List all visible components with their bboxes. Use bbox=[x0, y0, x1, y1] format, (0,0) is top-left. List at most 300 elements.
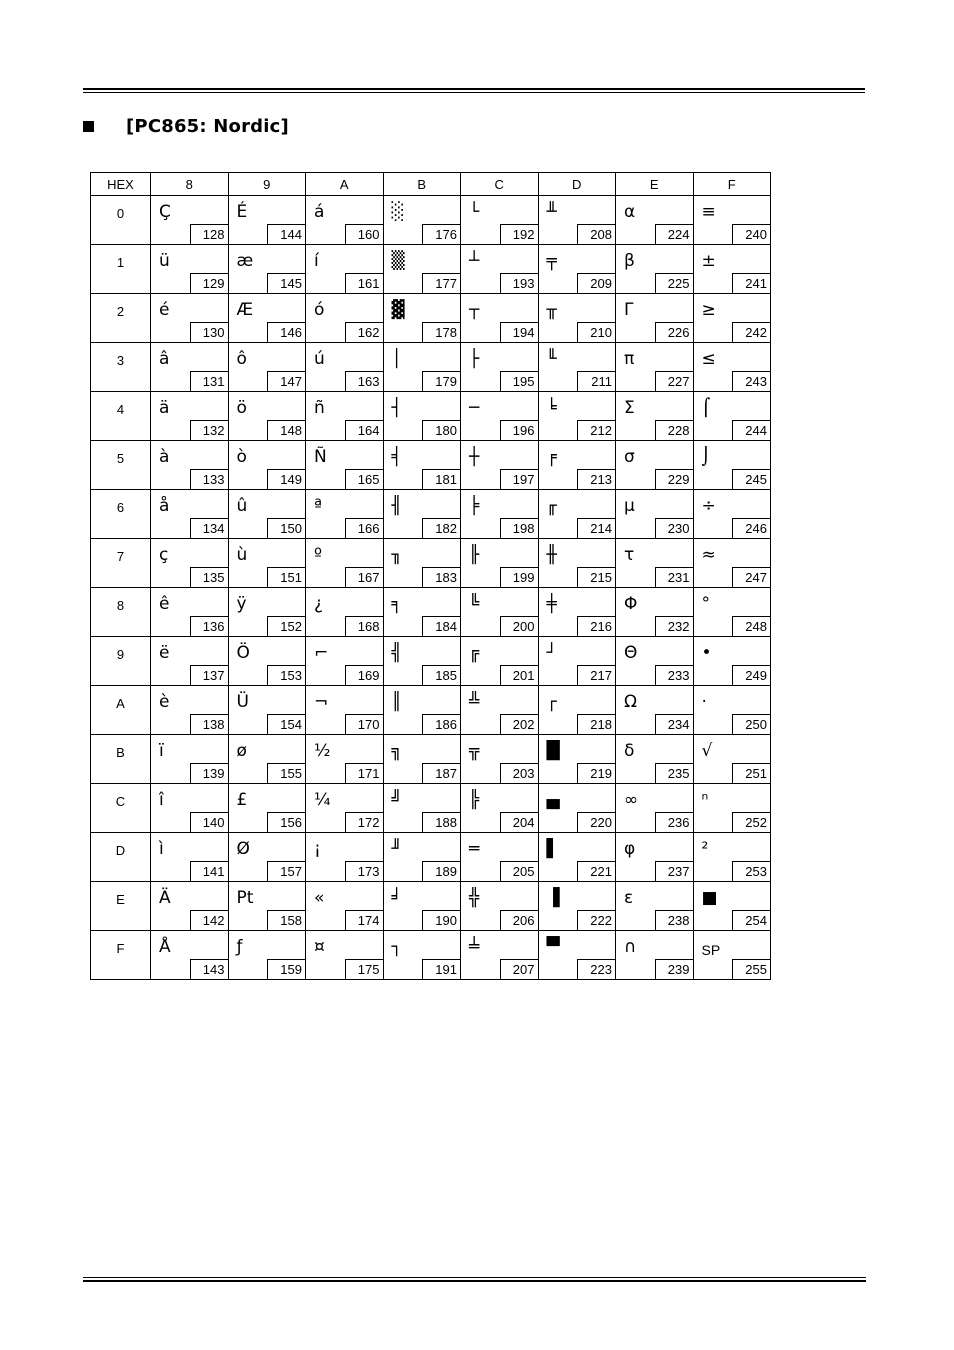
char-code: 219 bbox=[577, 763, 615, 783]
column-header: B bbox=[383, 173, 461, 196]
char-code: 203 bbox=[500, 763, 538, 783]
char-code: 131 bbox=[190, 371, 228, 391]
char-cell bbox=[383, 343, 461, 392]
char-glyph: █ bbox=[546, 741, 560, 761]
char-code: 157 bbox=[267, 861, 305, 881]
char-code: 228 bbox=[655, 420, 693, 440]
char-code: 211 bbox=[577, 371, 615, 391]
char-cell-inner bbox=[539, 245, 616, 293]
char-cell bbox=[151, 637, 229, 686]
char-cell-inner bbox=[229, 588, 306, 636]
char-cell bbox=[693, 784, 771, 833]
char-glyph: ┘ bbox=[546, 643, 557, 663]
char-cell-inner bbox=[616, 784, 693, 832]
char-cell bbox=[151, 588, 229, 637]
char-cell bbox=[228, 784, 306, 833]
char-code: 241 bbox=[732, 273, 770, 293]
char-cell-inner bbox=[461, 245, 538, 293]
char-cell-inner bbox=[694, 931, 771, 979]
char-cell bbox=[383, 294, 461, 343]
row-hex-value: 5 bbox=[116, 451, 125, 466]
char-cell-inner bbox=[461, 392, 538, 440]
char-code: 193 bbox=[500, 273, 538, 293]
row-hex-value: 2 bbox=[116, 304, 125, 319]
char-cell bbox=[151, 539, 229, 588]
char-code: 148 bbox=[267, 420, 305, 440]
char-cell bbox=[693, 392, 771, 441]
char-cell-inner bbox=[384, 490, 461, 538]
char-glyph: • bbox=[701, 643, 712, 663]
char-glyph: ■ bbox=[701, 888, 718, 908]
row-hex-label bbox=[91, 343, 151, 392]
row-hex-label bbox=[91, 490, 151, 539]
table-row bbox=[91, 392, 771, 441]
char-code: 230 bbox=[655, 518, 693, 538]
section-heading bbox=[83, 113, 289, 139]
char-cell-inner bbox=[694, 245, 771, 293]
char-cell-inner bbox=[229, 392, 306, 440]
char-glyph: ï bbox=[159, 741, 164, 761]
char-cell-inner bbox=[616, 392, 693, 440]
char-cell-inner bbox=[461, 196, 538, 244]
char-code: 196 bbox=[500, 420, 538, 440]
char-cell-inner bbox=[384, 343, 461, 391]
char-cell-inner bbox=[694, 588, 771, 636]
char-code: 254 bbox=[732, 910, 770, 930]
char-cell bbox=[538, 441, 616, 490]
char-glyph: Γ bbox=[624, 300, 634, 320]
column-header: 9 bbox=[228, 173, 306, 196]
char-cell bbox=[538, 784, 616, 833]
char-cell bbox=[693, 735, 771, 784]
char-glyph: ÿ bbox=[236, 594, 247, 614]
char-glyph: ╣ bbox=[391, 643, 402, 663]
char-glyph: Ü bbox=[236, 692, 249, 712]
char-glyph: ╤ bbox=[546, 251, 557, 271]
char-code: 209 bbox=[577, 273, 615, 293]
char-glyph: ¡ bbox=[314, 839, 321, 859]
char-cell bbox=[306, 539, 384, 588]
char-cell-inner bbox=[616, 735, 693, 783]
row-hex-value: 0 bbox=[116, 206, 125, 221]
char-code: 235 bbox=[655, 763, 693, 783]
char-glyph: ╥ bbox=[546, 300, 557, 320]
char-cell bbox=[616, 343, 694, 392]
char-cell-inner bbox=[151, 196, 228, 244]
char-glyph: ╛ bbox=[391, 888, 402, 908]
char-cell bbox=[693, 441, 771, 490]
char-glyph: Ω bbox=[624, 692, 637, 712]
char-cell-inner bbox=[616, 686, 693, 734]
char-cell-inner bbox=[539, 784, 616, 832]
char-code: 245 bbox=[732, 469, 770, 489]
char-cell bbox=[306, 441, 384, 490]
row-hex-value: 8 bbox=[116, 598, 125, 613]
char-glyph: ò bbox=[236, 447, 247, 467]
char-code: 130 bbox=[190, 322, 228, 342]
char-cell-inner bbox=[306, 539, 383, 587]
code-page-table bbox=[90, 172, 771, 980]
char-code: 129 bbox=[190, 273, 228, 293]
char-code: 177 bbox=[422, 273, 460, 293]
char-cell-inner bbox=[539, 931, 616, 979]
char-code: 141 bbox=[190, 861, 228, 881]
char-cell bbox=[616, 686, 694, 735]
char-glyph: Ø bbox=[236, 839, 250, 859]
char-cell-inner bbox=[306, 882, 383, 930]
char-cell bbox=[151, 196, 229, 245]
char-cell-inner bbox=[384, 441, 461, 489]
char-cell bbox=[461, 392, 539, 441]
char-code: 153 bbox=[267, 665, 305, 685]
char-cell bbox=[228, 294, 306, 343]
char-cell bbox=[228, 490, 306, 539]
char-cell bbox=[538, 490, 616, 539]
char-code: 185 bbox=[422, 665, 460, 685]
char-code: 226 bbox=[655, 322, 693, 342]
char-code: 248 bbox=[732, 616, 770, 636]
char-code: 186 bbox=[422, 714, 460, 734]
char-cell-inner bbox=[539, 441, 616, 489]
char-glyph: ░ bbox=[391, 202, 405, 222]
char-glyph: φ bbox=[624, 839, 636, 859]
char-code: 161 bbox=[345, 273, 383, 293]
char-code: 200 bbox=[500, 616, 538, 636]
char-code: 132 bbox=[190, 420, 228, 440]
header-rule-thin bbox=[83, 92, 865, 93]
char-cell-inner bbox=[151, 490, 228, 538]
char-code: 180 bbox=[422, 420, 460, 440]
char-glyph: ╒ bbox=[546, 447, 557, 467]
char-glyph: √ bbox=[701, 741, 713, 761]
char-glyph: ƒ bbox=[236, 937, 243, 957]
char-code: 255 bbox=[732, 959, 770, 979]
table-row bbox=[91, 931, 771, 980]
char-glyph: ñ bbox=[314, 398, 325, 418]
char-code: 149 bbox=[267, 469, 305, 489]
char-glyph: ▄ bbox=[546, 790, 560, 810]
char-glyph: â bbox=[159, 349, 170, 369]
table-row bbox=[91, 882, 771, 931]
char-glyph: ╖ bbox=[391, 545, 402, 565]
char-cell-inner bbox=[306, 294, 383, 342]
table-row bbox=[91, 833, 771, 882]
char-cell-inner bbox=[694, 490, 771, 538]
char-glyph: ╚ bbox=[469, 594, 480, 614]
char-cell-inner bbox=[616, 833, 693, 881]
char-code: 194 bbox=[500, 322, 538, 342]
char-code: 240 bbox=[732, 224, 770, 244]
char-glyph: ╨ bbox=[546, 202, 557, 222]
char-glyph: ╢ bbox=[391, 496, 402, 516]
char-glyph: │ bbox=[391, 349, 402, 369]
char-cell-inner bbox=[151, 392, 228, 440]
row-hex-label bbox=[91, 588, 151, 637]
char-glyph: è bbox=[159, 692, 170, 712]
char-cell-inner bbox=[306, 343, 383, 391]
char-cell-inner bbox=[539, 588, 616, 636]
char-cell-inner bbox=[229, 343, 306, 391]
char-cell bbox=[616, 784, 694, 833]
char-cell-inner bbox=[306, 441, 383, 489]
hex-corner-header: HEX bbox=[91, 173, 151, 196]
char-cell bbox=[693, 882, 771, 931]
char-code: 134 bbox=[190, 518, 228, 538]
char-cell bbox=[616, 539, 694, 588]
char-code: 154 bbox=[267, 714, 305, 734]
char-glyph: Ñ bbox=[314, 447, 327, 467]
char-glyph: ┌ bbox=[546, 692, 557, 712]
char-cell bbox=[693, 588, 771, 637]
char-code: 204 bbox=[500, 812, 538, 832]
char-code: 173 bbox=[345, 861, 383, 881]
char-cell-inner bbox=[384, 539, 461, 587]
char-cell bbox=[693, 490, 771, 539]
char-cell bbox=[383, 637, 461, 686]
char-glyph: à bbox=[159, 447, 170, 467]
char-cell bbox=[151, 882, 229, 931]
char-code: 244 bbox=[732, 420, 770, 440]
column-header: C bbox=[461, 173, 539, 196]
char-cell bbox=[228, 931, 306, 980]
table-row bbox=[91, 196, 771, 245]
char-code: 236 bbox=[655, 812, 693, 832]
char-glyph: ε bbox=[624, 888, 634, 908]
header-rule bbox=[83, 88, 865, 94]
row-hex-label bbox=[91, 882, 151, 931]
char-code: 147 bbox=[267, 371, 305, 391]
char-glyph: ⌐ bbox=[314, 643, 329, 663]
char-code: 139 bbox=[190, 763, 228, 783]
char-cell-inner bbox=[539, 343, 616, 391]
row-hex-value: C bbox=[115, 794, 126, 809]
char-code: 174 bbox=[345, 910, 383, 930]
char-cell bbox=[383, 735, 461, 784]
char-glyph: ╬ bbox=[469, 888, 480, 908]
char-cell-inner bbox=[461, 833, 538, 881]
char-cell-inner bbox=[539, 686, 616, 734]
char-cell-inner bbox=[151, 637, 228, 685]
char-cell bbox=[151, 931, 229, 980]
char-cell bbox=[228, 882, 306, 931]
char-code: 215 bbox=[577, 567, 615, 587]
char-cell bbox=[306, 343, 384, 392]
char-cell-inner bbox=[151, 735, 228, 783]
table-header-row bbox=[91, 173, 771, 196]
char-glyph: ½ bbox=[314, 741, 331, 761]
char-cell-inner bbox=[539, 882, 616, 930]
char-cell bbox=[306, 686, 384, 735]
char-cell-inner bbox=[694, 882, 771, 930]
char-glyph: á bbox=[314, 202, 325, 222]
char-glyph: í bbox=[314, 251, 319, 271]
char-code: 184 bbox=[422, 616, 460, 636]
char-cell-inner bbox=[539, 392, 616, 440]
footer-rule-thin bbox=[83, 1277, 866, 1278]
char-cell-inner bbox=[384, 245, 461, 293]
char-cell bbox=[461, 588, 539, 637]
char-cell bbox=[461, 196, 539, 245]
char-glyph: ë bbox=[159, 643, 170, 663]
row-hex-label bbox=[91, 735, 151, 784]
char-cell bbox=[461, 931, 539, 980]
char-glyph: ▐ bbox=[546, 888, 560, 908]
char-glyph: ╧ bbox=[469, 937, 480, 957]
char-cell-inner bbox=[151, 931, 228, 979]
char-code: 206 bbox=[500, 910, 538, 930]
char-code: 205 bbox=[500, 861, 538, 881]
char-cell bbox=[538, 637, 616, 686]
char-glyph: ä bbox=[159, 398, 170, 418]
char-code: 188 bbox=[422, 812, 460, 832]
char-cell bbox=[383, 490, 461, 539]
char-cell-inner bbox=[461, 882, 538, 930]
char-cell bbox=[538, 931, 616, 980]
char-glyph: β bbox=[624, 251, 635, 271]
column-header: D bbox=[538, 173, 616, 196]
char-code: 171 bbox=[345, 763, 383, 783]
char-code: 217 bbox=[577, 665, 615, 685]
char-cell-inner bbox=[694, 196, 771, 244]
char-code: 156 bbox=[267, 812, 305, 832]
char-cell-inner bbox=[694, 784, 771, 832]
char-glyph: ╝ bbox=[391, 790, 402, 810]
char-cell-inner bbox=[151, 882, 228, 930]
char-code: 221 bbox=[577, 861, 615, 881]
char-cell-inner bbox=[229, 637, 306, 685]
char-glyph: £ bbox=[236, 790, 248, 810]
char-code: 251 bbox=[732, 763, 770, 783]
char-cell bbox=[461, 735, 539, 784]
char-code: 223 bbox=[577, 959, 615, 979]
char-code: 253 bbox=[732, 861, 770, 881]
char-cell bbox=[383, 245, 461, 294]
char-cell bbox=[383, 392, 461, 441]
char-cell-inner bbox=[616, 882, 693, 930]
char-cell bbox=[306, 735, 384, 784]
char-code: 160 bbox=[345, 224, 383, 244]
char-cell-inner bbox=[461, 294, 538, 342]
char-code: 212 bbox=[577, 420, 615, 440]
char-code: 225 bbox=[655, 273, 693, 293]
char-code: 138 bbox=[190, 714, 228, 734]
char-code: 191 bbox=[422, 959, 460, 979]
char-cell-inner bbox=[384, 882, 461, 930]
char-cell-inner bbox=[384, 931, 461, 979]
char-glyph: ╞ bbox=[469, 496, 480, 516]
char-glyph: └ bbox=[469, 202, 480, 222]
char-cell bbox=[383, 833, 461, 882]
char-cell bbox=[461, 245, 539, 294]
char-cell bbox=[616, 735, 694, 784]
char-code: 137 bbox=[190, 665, 228, 685]
char-cell bbox=[693, 686, 771, 735]
header-rule-thick bbox=[83, 88, 865, 90]
char-cell bbox=[151, 735, 229, 784]
char-glyph: ≡ bbox=[701, 202, 716, 222]
row-hex-value: 3 bbox=[116, 353, 125, 368]
char-cell bbox=[693, 833, 771, 882]
footer-rule bbox=[83, 1277, 866, 1283]
char-glyph: ╘ bbox=[546, 398, 557, 418]
char-glyph: ² bbox=[701, 839, 709, 859]
char-code: 238 bbox=[655, 910, 693, 930]
char-cell bbox=[228, 392, 306, 441]
table-row bbox=[91, 245, 771, 294]
char-glyph: ╪ bbox=[546, 594, 557, 614]
char-cell bbox=[306, 882, 384, 931]
char-cell-inner bbox=[539, 294, 616, 342]
char-cell-inner bbox=[306, 833, 383, 881]
char-glyph: ó bbox=[314, 300, 325, 320]
char-cell-inner bbox=[306, 245, 383, 293]
char-cell-inner bbox=[616, 931, 693, 979]
char-glyph: ▌ bbox=[546, 839, 560, 859]
char-cell bbox=[383, 784, 461, 833]
char-glyph: ╫ bbox=[546, 545, 557, 565]
char-cell-inner bbox=[616, 588, 693, 636]
char-cell-inner bbox=[151, 588, 228, 636]
char-cell-inner bbox=[384, 833, 461, 881]
char-cell bbox=[383, 196, 461, 245]
char-cell bbox=[383, 882, 461, 931]
char-cell bbox=[151, 343, 229, 392]
char-code: 155 bbox=[267, 763, 305, 783]
char-code: 227 bbox=[655, 371, 693, 391]
char-code: 170 bbox=[345, 714, 383, 734]
char-glyph: τ bbox=[624, 545, 635, 565]
char-cell bbox=[228, 588, 306, 637]
char-cell bbox=[151, 441, 229, 490]
char-cell-inner bbox=[616, 294, 693, 342]
char-cell bbox=[538, 588, 616, 637]
char-glyph: ╠ bbox=[469, 790, 480, 810]
char-glyph: ┤ bbox=[391, 398, 402, 418]
char-cell-inner bbox=[694, 392, 771, 440]
char-code: 220 bbox=[577, 812, 615, 832]
char-cell bbox=[306, 392, 384, 441]
char-cell-inner bbox=[229, 686, 306, 734]
char-cell-inner bbox=[229, 833, 306, 881]
char-cell-inner bbox=[306, 637, 383, 685]
char-glyph: σ bbox=[624, 447, 635, 467]
char-cell-inner bbox=[229, 245, 306, 293]
char-cell-inner bbox=[616, 539, 693, 587]
char-glyph: ╓ bbox=[546, 496, 557, 516]
char-cell-inner bbox=[694, 539, 771, 587]
char-glyph: ≈ bbox=[701, 545, 716, 565]
char-code: 165 bbox=[345, 469, 383, 489]
char-cell bbox=[228, 686, 306, 735]
char-code: 172 bbox=[345, 812, 383, 832]
char-code: 128 bbox=[190, 224, 228, 244]
char-glyph: ╟ bbox=[469, 545, 480, 565]
char-glyph: ╜ bbox=[391, 839, 402, 859]
char-cell bbox=[538, 882, 616, 931]
char-cell bbox=[383, 588, 461, 637]
row-hex-value: 4 bbox=[116, 402, 125, 417]
char-glyph: î bbox=[159, 790, 164, 810]
char-cell-inner bbox=[306, 931, 383, 979]
char-cell-inner bbox=[306, 490, 383, 538]
char-cell-inner bbox=[384, 294, 461, 342]
char-glyph: ╦ bbox=[469, 741, 480, 761]
char-cell bbox=[693, 931, 771, 980]
char-cell-inner bbox=[694, 833, 771, 881]
char-code: 159 bbox=[267, 959, 305, 979]
char-glyph: SP bbox=[701, 942, 721, 958]
char-code: 144 bbox=[267, 224, 305, 244]
